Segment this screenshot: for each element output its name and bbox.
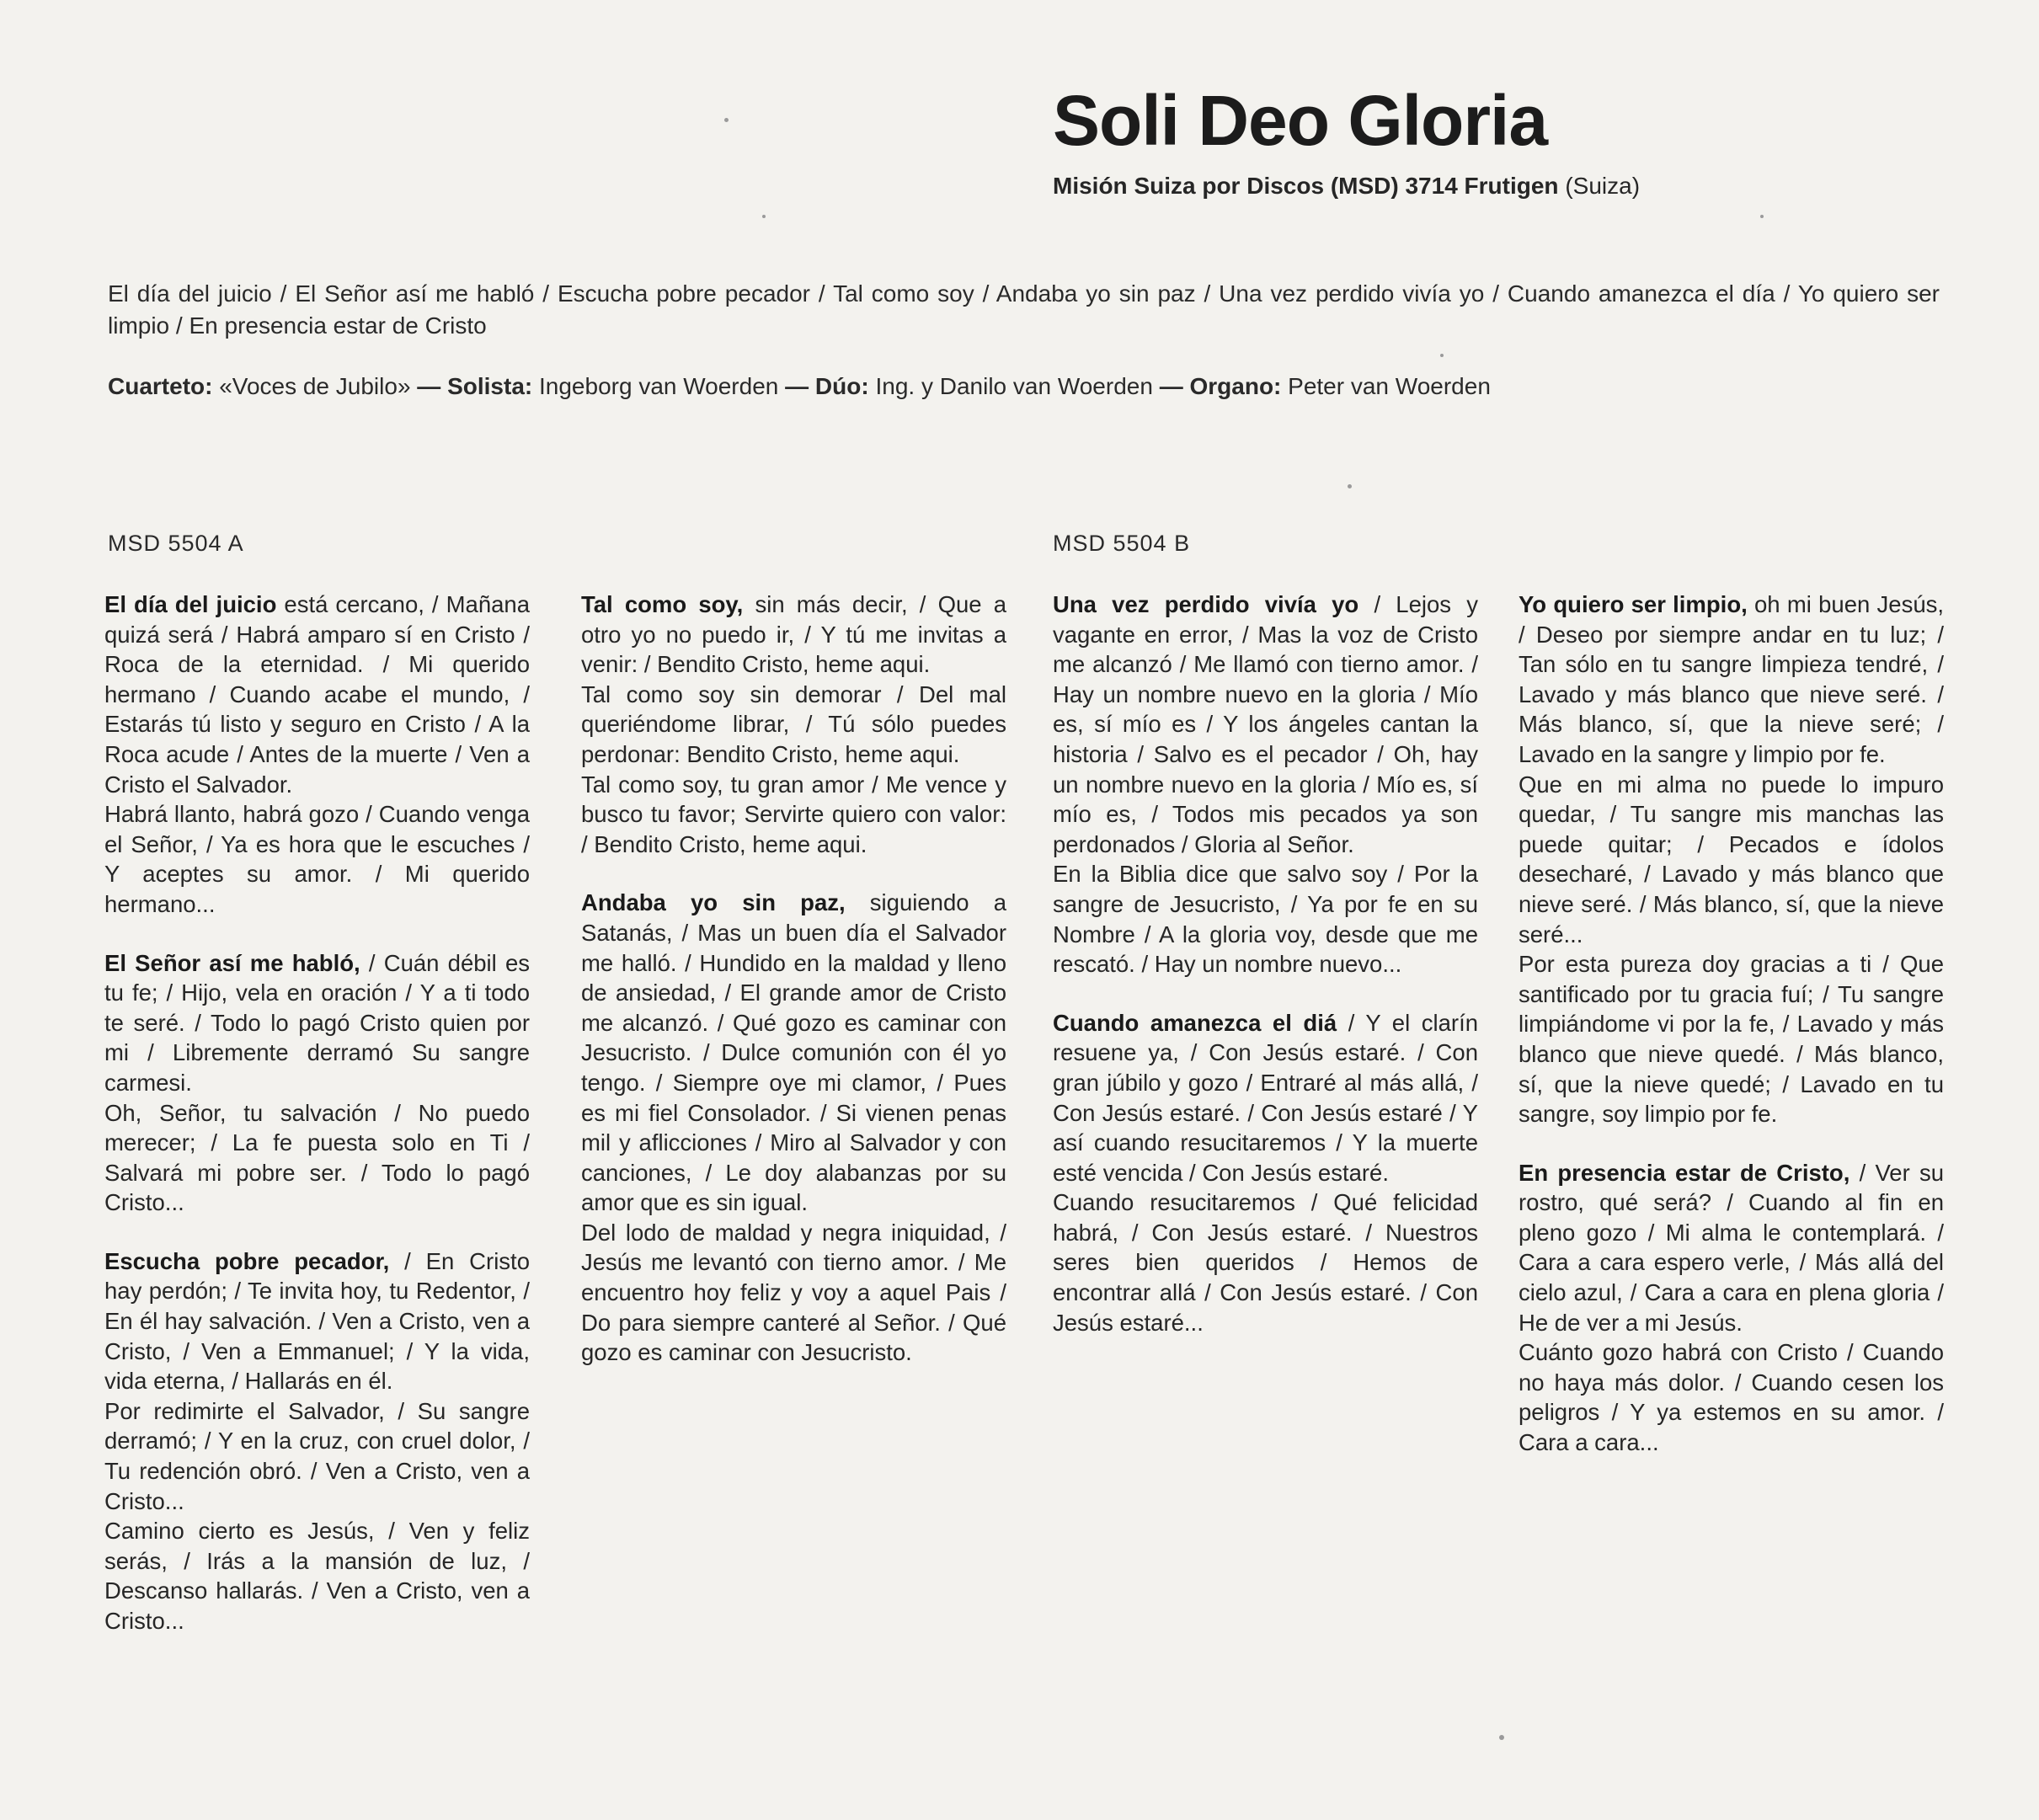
lyric-text: Cuando resucitaremos / Qué felicidad habrá, / Con Jesús estaré. / Nuestros seres bien queridos / Hemos de encontrar allá / Con Jesús estaré. / Con Jesús estaré... <box>1053 1189 1478 1336</box>
lyric-paragraph <box>581 590 1006 680</box>
cuarteto-label: Cuarteto: <box>108 373 213 399</box>
lyric-paragraph <box>1519 770 1944 950</box>
publisher-name: Misión Suiza por Discos (MSD) 3714 Frutigen <box>1053 173 1559 199</box>
side-b-label: MSD 5504 B <box>1053 531 1191 556</box>
lyric-text: está cercano, / Mañana quizá será / Habrá amparo sí en Cristo / Roca de la eternidad. / Mi querido hermano / Cuando acabe el mundo, / Estarás tú listo y seguro en Cristo / A la Roca acude / Antes de la muerte / Ven a Cristo el Salvador. <box>104 591 530 798</box>
duo-label: Dúo: <box>814 373 869 399</box>
lyric-text: En la Biblia dice que salvo soy / Por la sangre de Jesucristo, / Ya por fe en su Nombre / A la gloria voy, desde que me rescató. / Hay un nombre nuevo... <box>1053 861 1478 978</box>
lyric-paragraph <box>104 1098 530 1218</box>
lyric-text: Cuánto gozo habrá con Cristo / Cuando no haya más dolor. / Cuando cesen los peligros / Y ya estemos en su amor. / Cara a cara... <box>1519 1339 1944 1456</box>
lyric-paragraph <box>581 1218 1006 1368</box>
lyric-text: Tal como soy, tu gran amor / Me vence y busco tu favor; Servirte quiero con valor: / Bendito Cristo, heme aqui. <box>581 771 1006 857</box>
lyric-text: sin más decir, / Que a otro yo no puedo ir, / Y tú me invitas a venir: / Bendito Cristo, heme aqui. <box>581 591 1006 678</box>
song-title: Cuando amanezca el diá <box>1053 1009 1337 1036</box>
album-title: Soli Deo Gloria <box>1053 81 1548 160</box>
lyric-paragraph <box>104 799 530 919</box>
lyric-paragraph <box>1519 949 1944 1129</box>
song-title: Yo quiero ser limpio, <box>1519 591 1748 617</box>
duo-value: Ing. y Danilo van Woerden <box>875 373 1153 399</box>
lyrics-column-4 <box>1519 590 1944 1458</box>
performer-credits <box>108 371 1940 403</box>
lyric-text: Por redimirte el Salvador, / Su sangre derramó; / Y en la cruz, con cruel dolor, / Tu redención obró. / Ven a Cristo, ven a Cristo... <box>104 1397 530 1514</box>
publisher-country: (Suiza) <box>1565 173 1641 199</box>
lyric-paragraph <box>104 948 530 1098</box>
lyric-paragraph <box>104 1396 530 1516</box>
lyric-text: Del lodo de maldad y negra iniquidad, / Jesús me levantó con tierno amor. / Me encuentro hoy feliz y voy a aquel Pais / Do para siempre canteré al Señor. / Qué gozo es caminar con Jesucristo. <box>581 1219 1006 1366</box>
lyric-text: siguiendo a Satanás, / Mas un buen día el Salvador me halló. / Hundido en la maldad y lleno de ansiedad, / El grande amor de Cristo me alcanzó. / Qué gozo es caminar con Jesucristo. / Dulce comunión con él yo tengo. / Siempre oye mi clamor, / Pues es mi fiel Consolador. / Si vienen penas mil y aflicciones / Miro al Salvador y con canciones, / Le doy alabanzas por su amor que es sin igual. <box>581 889 1006 1216</box>
lyric-paragraph <box>581 770 1006 860</box>
organo-value: Peter van Woerden <box>1288 373 1491 399</box>
song-title: El Señor así me habló, <box>104 949 360 976</box>
lyric-paragraph <box>581 888 1006 1218</box>
lyric-paragraph <box>1053 859 1478 979</box>
lyric-text: / Ver su rostro, qué será? / Cuando al fin en pleno gozo / Mi alma le contemplará. / Cara a cara espero verle, / Más allá del cielo azul, / Cara a cara en plena gloria / He de ver a mi Jesús. <box>1519 1159 1944 1336</box>
lyric-text: Que en mi alma no puede lo impuro quedar, / Tu sangre mis manchas las puede quitar; / Pecados e ídolos desecharé, / Lavado y más blanco que nieve seré. / Más blanco, sí, que la nieve seré... <box>1519 771 1944 947</box>
song-title: Escucha pobre pecador, <box>104 1247 390 1274</box>
paper-speck <box>1440 354 1444 357</box>
song-title: El día del juicio <box>104 591 277 617</box>
lyric-paragraph <box>1053 1188 1478 1337</box>
lyric-text: oh mi buen Jesús, / Deseo por siempre andar en tu luz; / Tan sólo en tu sangre limpieza tendré, / Lavado y más blanco que nieve seré. / Más blanco, sí, que la nieve seré; / Lavado en la sangre y limpio por fe. <box>1519 591 1944 767</box>
song-list: El día del juicio / El Señor así me habló / Escucha pobre pecador / Tal como soy / Andaba yo sin paz / Una vez perdido vivía yo / Cuando amanezca el día / Yo quiero ser limpio / En presencia estar de Cristo <box>108 280 1940 339</box>
lyric-text: Camino cierto es Jesús, / Ven y feliz serás, / Irás a la mansión de luz, / Descanso hallarás. / Ven a Cristo, ven a Cristo... <box>104 1518 530 1634</box>
lyrics-column-3 <box>1053 590 1478 1337</box>
lyric-paragraph <box>104 1516 530 1636</box>
lyric-text: / En Cristo hay perdón; / Te invita hoy, tu Redentor, / En él hay salvación. / Ven a Cristo, ven a Cristo, / Ven a Emmanuel; / Y la vida, vida eterna, / Hallarás en él. <box>104 1247 530 1395</box>
lyric-paragraph <box>1053 590 1478 859</box>
lyric-text: Tal como soy sin demorar / Del mal queriéndome librar, / Tú sólo puedes perdonar: Bendito Cristo, heme aqui. <box>581 680 1006 767</box>
lyric-paragraph <box>1519 590 1944 770</box>
paper-speck <box>1760 215 1764 218</box>
credit-separator: — <box>417 373 441 399</box>
song-title: Una vez perdido vivía yo <box>1053 591 1359 617</box>
lyric-text: Oh, Señor, tu salvación / No puedo merecer; / La fe puesta solo en Ti / Salvará mi pobre ser. / Todo lo pagó Cristo... <box>104 1099 530 1216</box>
credit-separator: — <box>1159 373 1183 399</box>
song-title: Tal como soy, <box>581 591 744 617</box>
lyric-paragraph <box>104 1246 530 1396</box>
song-title: En presencia estar de Cristo, <box>1519 1159 1850 1186</box>
paper-speck <box>762 215 766 218</box>
lyric-paragraph <box>1519 1158 1944 1338</box>
lyric-paragraph <box>1053 1008 1478 1188</box>
paper-speck <box>1499 1735 1504 1740</box>
song-title: Andaba yo sin paz, <box>581 889 846 916</box>
lyrics-column-1 <box>104 590 530 1636</box>
lyric-text: Por esta pureza doy gracias a ti / Que santificado por tu gracia fuí; / Tu sangre limpiándome vi por la fe, / Lavado y más blanco que nieve quedé. / Más blanco, sí, que la nieve quedé; / Lavado en tu sangre, soy limpio por fe. <box>1519 951 1944 1128</box>
solista-value: Ingeborg van Woerden <box>539 373 779 399</box>
lyric-paragraph <box>1519 1337 1944 1457</box>
paper-speck <box>1348 484 1352 488</box>
paper-speck <box>724 118 729 122</box>
lyric-text: / Lejos y vagante en error, / Mas la voz de Cristo me alcanzó / Me llamó con tierno amor. / Hay un nombre nuevo en la gloria / Mío es, sí mío es / Y los ángeles cantan la historia / Salvo es el pecador / Oh, hay un nombre nuevo en la gloria / Mío es, sí mío es, / Todos mis pecados ya son perdonados / Gloria al Señor. <box>1053 591 1479 857</box>
lyric-text: / Y el clarín resuene ya, / Con Jesús estaré. / Con gran júbilo y gozo / Entraré al más allá, / Con Jesús estaré. / Con Jesús estaré / Y así cuando resucitaremos / Y la muerte esté vencida / Con Jesús estaré. <box>1053 1009 1479 1186</box>
organo-label: Organo: <box>1189 373 1282 399</box>
lyric-paragraph <box>104 590 530 799</box>
lyric-text: Habrá llanto, habrá gozo / Cuando venga el Señor, / Ya es hora que le escuches / Y aceptes su amor. / Mi querido hermano... <box>104 801 530 917</box>
lyric-text: / Cuán débil es tu fe; / Hijo, vela en oración / Y a ti todo te seré. / Todo lo pagó Cristo quien por mi / Libremente derramó Su sangre carmesi. <box>104 949 530 1096</box>
side-a-label: MSD 5504 A <box>108 531 244 556</box>
publisher-line <box>1053 173 1640 200</box>
cuarteto-value: «Voces de Jubilo» <box>219 373 411 399</box>
lyrics-column-2 <box>581 590 1006 1368</box>
solista-label: Solista: <box>447 373 533 399</box>
lyric-paragraph <box>581 680 1006 770</box>
credit-separator: — <box>785 373 809 399</box>
